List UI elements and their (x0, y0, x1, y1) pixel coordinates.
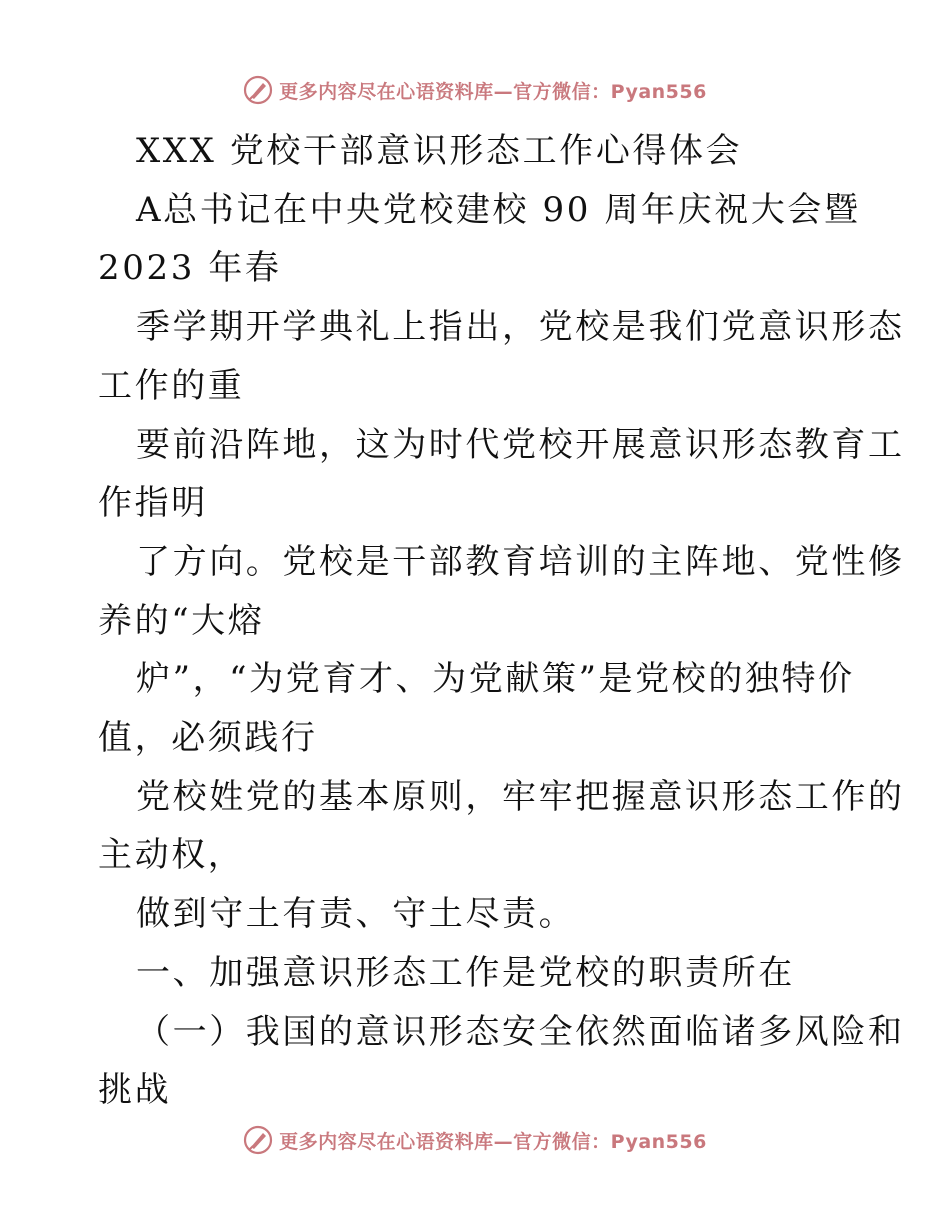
quill-logo-icon (243, 1125, 273, 1155)
text-line: 要前沿阵地，这为时代党校开展意识形态教育工 (136, 424, 905, 465)
text-line: 党校姓党的基本原则，牢牢把握意识形态工作的 (136, 776, 905, 817)
text-line: 做到守土有责、守土尽责。 (136, 894, 576, 935)
text-line: 值，必须践行 (98, 718, 318, 759)
text-line: 挑战 (98, 1070, 172, 1111)
banner-prefix: 更多内容尽在心语资料库—官方微信： (279, 1130, 611, 1153)
text-line: 季学期开学典礼上指出，党校是我们党意识形态 (136, 307, 905, 348)
text-line: 工作的重 (98, 365, 245, 406)
header-banner-text (279, 77, 707, 104)
quill-logo-icon (243, 75, 273, 105)
text-line: 养的“大熔 (98, 600, 265, 641)
text-line: 一、加强意识形态工作是党校的职责所在 (136, 952, 795, 993)
text-line: 主动权， (98, 835, 245, 876)
text-line: 作指明 (98, 483, 208, 524)
banner-wechat-id: Pyan556 (610, 1130, 707, 1153)
footer-watermark-banner (0, 1120, 950, 1160)
text-line: 了方向。党校是干部教育培训的主阵地、党性修 (136, 541, 905, 582)
text-line: 炉”，“为党育才、为党献策”是党校的独特价 (136, 659, 855, 700)
banner-prefix: 更多内容尽在心语资料库—官方微信： (279, 80, 611, 103)
footer-banner-text (279, 1127, 707, 1154)
text-line: XXX 党校干部意识形态工作心得体会 (136, 131, 743, 171)
text-line: （一）我国的意识形态安全依然面临诸多风险和 (136, 1011, 905, 1052)
banner-wechat-id: Pyan556 (610, 80, 707, 103)
text-line: 2023 年春 (98, 248, 282, 289)
document-text (98, 122, 905, 1120)
header-watermark-banner (0, 70, 950, 110)
document-body (98, 122, 905, 1120)
text-line: A总书记在中央党校建校 90 周年庆祝大会暨 (136, 189, 861, 230)
